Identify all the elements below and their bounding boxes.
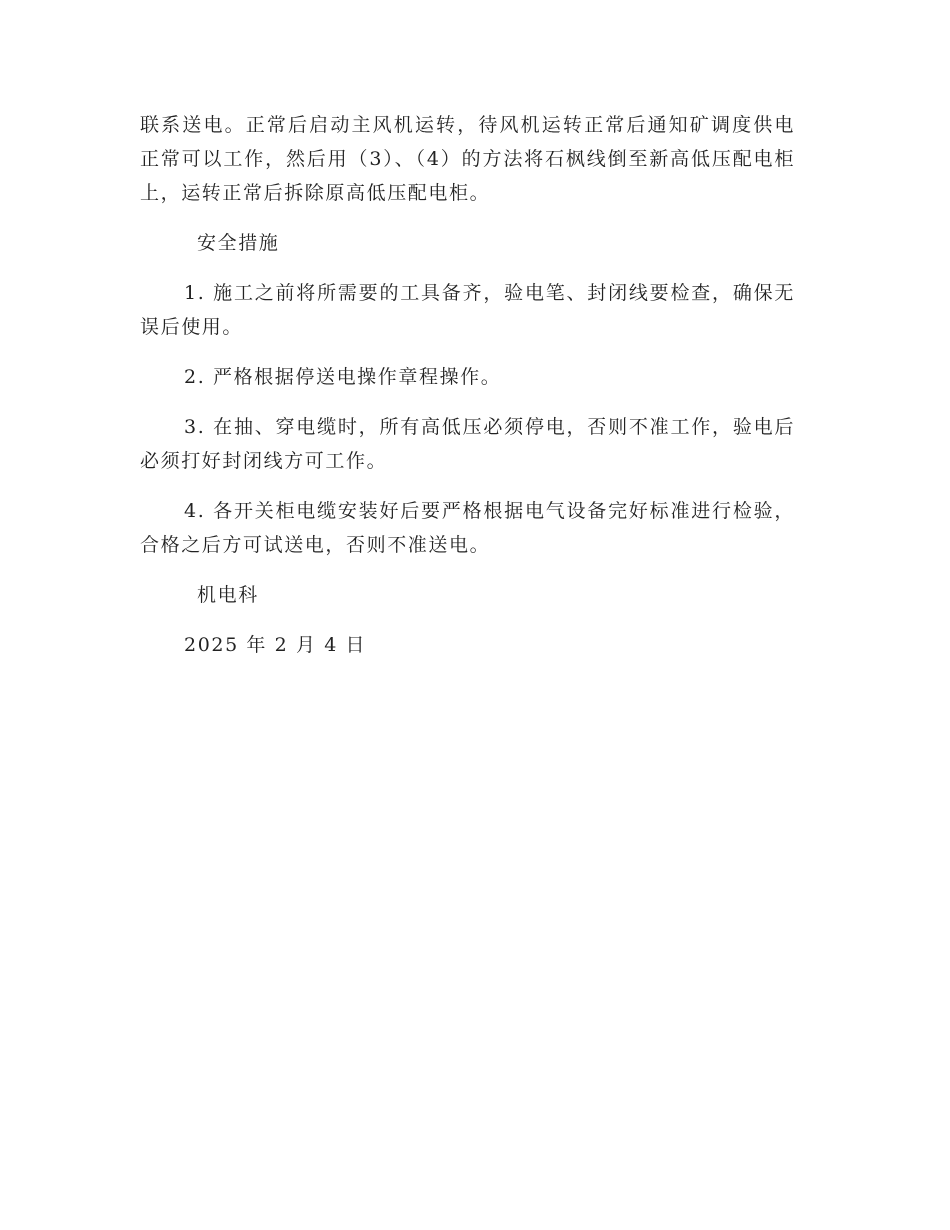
document-date: 2025 年 2 月 4 日	[184, 634, 367, 656]
safety-item-1: 1. 施工之前将所需要的工具备齐，验电笔、封闭线要检查，确保无误后使用。	[140, 282, 795, 338]
safety-item-4: 4. 各开关柜电缆安装好后要严格根据电气设备完好标准进行检验，合格之后方可试送电，否则不准送电。	[140, 500, 795, 556]
intro-paragraph: 联系送电。正常后启动主风机运转，待风机运转正常后通知矿调度供电正常可以工作，然后用（3）、（4）的方法将石枫线倒至新高低压配电柜上，运转正常后拆除原高低压配电柜。	[140, 114, 795, 204]
safety-item-3: 3. 在抽、穿电缆时，所有高低压必须停电，否则不准工作，验电后必须打好封闭线方可工作。	[140, 416, 795, 472]
safety-heading: 安全措施	[197, 232, 280, 254]
safety-item-2: 2. 严格根据停送电操作章程操作。	[184, 366, 502, 388]
department-signature: 机电科	[197, 584, 259, 606]
document-body	[140, 108, 795, 662]
